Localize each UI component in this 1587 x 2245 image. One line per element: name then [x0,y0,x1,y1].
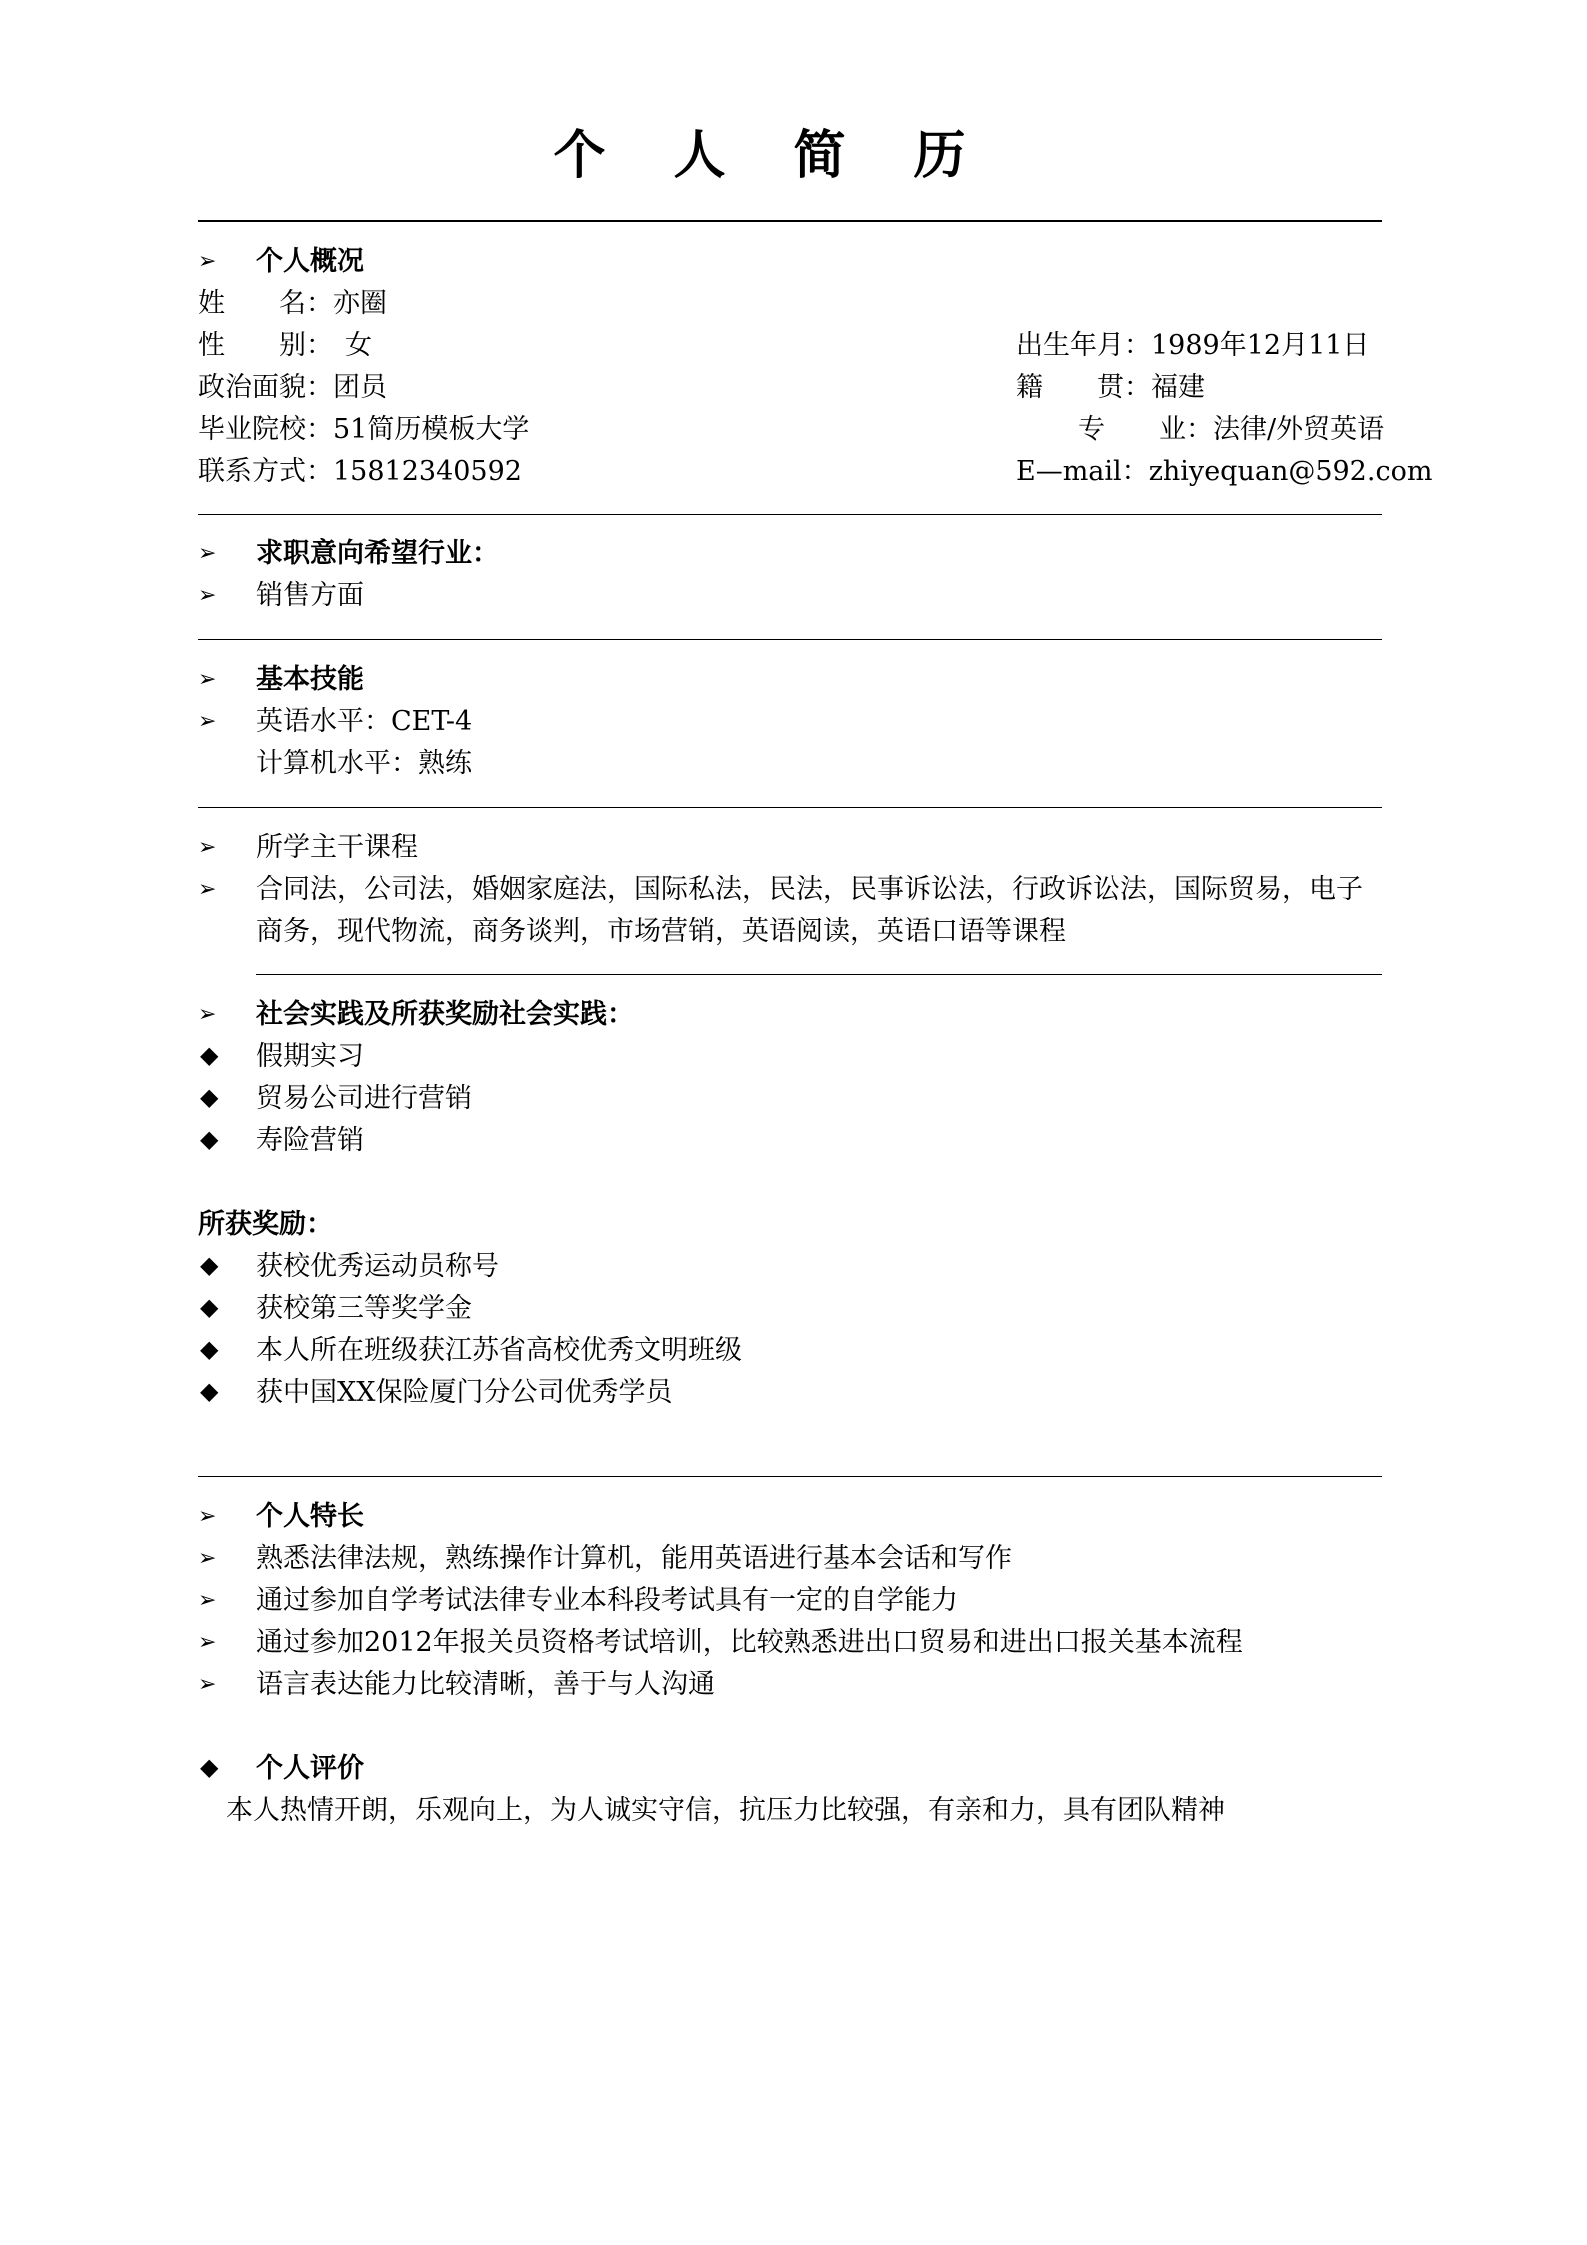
skill-english: 英语水平：CET-4 [256,706,473,737]
diamond-bullet-icon: ◆ [200,1293,219,1321]
arrow-bullet-icon: ➢ [198,667,217,692]
politics-value: 团员 [333,372,387,403]
contact-value: 15812340592 [333,456,522,487]
diamond-bullet-icon: ◆ [200,1753,219,1781]
strengths-heading: 个人特长 [256,1501,364,1532]
school-label: 毕业院校： [198,414,333,445]
arrow-bullet-icon: ➢ [198,1672,217,1697]
skill-computer: 计算机水平：熟练 [256,748,472,779]
divider [198,639,1382,640]
courses-heading: 所学主干课程 [256,832,418,863]
birth-row [1016,332,1369,359]
diamond-bullet-icon: ◆ [200,1377,219,1405]
arrow-bullet-icon: ➢ [198,541,217,566]
divider [198,807,1382,808]
gender-label: 性 别： [198,330,333,361]
arrow-bullet-icon: ➢ [198,835,217,860]
divider [198,220,1382,222]
contact-label: 联系方式： [198,456,333,487]
evaluation-heading: 个人评价 [256,1753,364,1784]
overview-heading: 个人概况 [256,246,364,277]
email-value: zhiyequan@592.com [1148,456,1433,487]
diamond-bullet-icon: ◆ [200,1041,219,1069]
diamond-bullet-icon: ◆ [200,1251,219,1279]
major-value: 法律/外贸英语 [1213,414,1385,445]
divider [198,1476,1382,1477]
strength-item: 熟悉法律法规，熟练操作计算机，能用英语进行基本会话和写作 [256,1543,1012,1574]
arrow-bullet-icon: ➢ [198,1546,217,1571]
arrow-bullet-icon: ➢ [198,249,217,274]
page-title: 个人简历 [553,125,1034,186]
practice-item: 假期实习 [256,1041,364,1072]
native-row [1016,374,1205,401]
divider [198,514,1382,515]
birth-value: 1989年12月11日 [1151,330,1370,361]
school-row [198,416,529,443]
award-item: 本人所在班级获江苏省高校优秀文明班级 [256,1335,742,1366]
gender-row [198,332,372,359]
arrow-bullet-icon: ➢ [198,877,217,902]
practice-item: 寿险营销 [256,1125,364,1156]
practice-item: 贸易公司进行营销 [256,1083,472,1114]
name-value: 亦圈 [333,288,387,319]
native-value: 福建 [1151,372,1205,403]
email-row [1016,458,1432,485]
arrow-bullet-icon: ➢ [198,709,217,734]
politics-label: 政治面貌： [198,372,333,403]
evaluation-text: 本人热情开朗，乐观向上，为人诚实守信，抗压力比较强，有亲和力，具有团队精神 [226,1795,1225,1826]
awards-heading: 所获奖励： [198,1209,333,1240]
gender-value: 女 [345,330,372,361]
courses-line-2: 商务，现代物流，商务谈判，市场营销，英语阅读，英语口语等课程 [256,916,1066,947]
intent-item: 销售方面 [256,580,364,611]
strength-item: 通过参加2012年报关员资格考试培训，比较熟悉进出口贸易和进出口报关基本流程 [256,1627,1243,1658]
native-label: 籍 贯： [1016,372,1151,403]
award-item: 获校优秀运动员称号 [256,1251,499,1282]
major-label: 专 业： [1078,414,1213,445]
name-label: 姓 名： [198,288,333,319]
courses-line-1: 合同法，公司法，婚姻家庭法，国际私法，民法，民事诉讼法，行政诉讼法，国际贸易，电子 [256,874,1363,905]
divider [256,974,1382,975]
intent-heading: 求职意向希望行业： [256,538,499,569]
arrow-bullet-icon: ➢ [198,1630,217,1655]
contact-row [198,458,522,485]
strength-item: 语言表达能力比较清晰，善于与人沟通 [256,1669,715,1700]
award-item: 获校第三等奖学金 [256,1293,472,1324]
skills-heading: 基本技能 [256,664,364,695]
diamond-bullet-icon: ◆ [200,1335,219,1363]
arrow-bullet-icon: ➢ [198,1588,217,1613]
name-row [198,290,387,317]
birth-label: 出生年月： [1016,330,1151,361]
arrow-bullet-icon: ➢ [198,1002,217,1027]
politics-row [198,374,387,401]
arrow-bullet-icon: ➢ [198,1504,217,1529]
practice-heading: 社会实践及所获奖励社会实践： [256,999,634,1030]
diamond-bullet-icon: ◆ [200,1083,219,1111]
award-item: 获中国XX保险厦门分公司优秀学员 [256,1377,673,1408]
major-row [1078,416,1384,443]
strength-item: 通过参加自学考试法律专业本科段考试具有一定的自学能力 [256,1585,958,1616]
email-label: E—mail： [1016,456,1149,487]
arrow-bullet-icon: ➢ [198,583,217,608]
diamond-bullet-icon: ◆ [200,1125,219,1153]
school-value: 51简历模板大学 [333,414,530,445]
